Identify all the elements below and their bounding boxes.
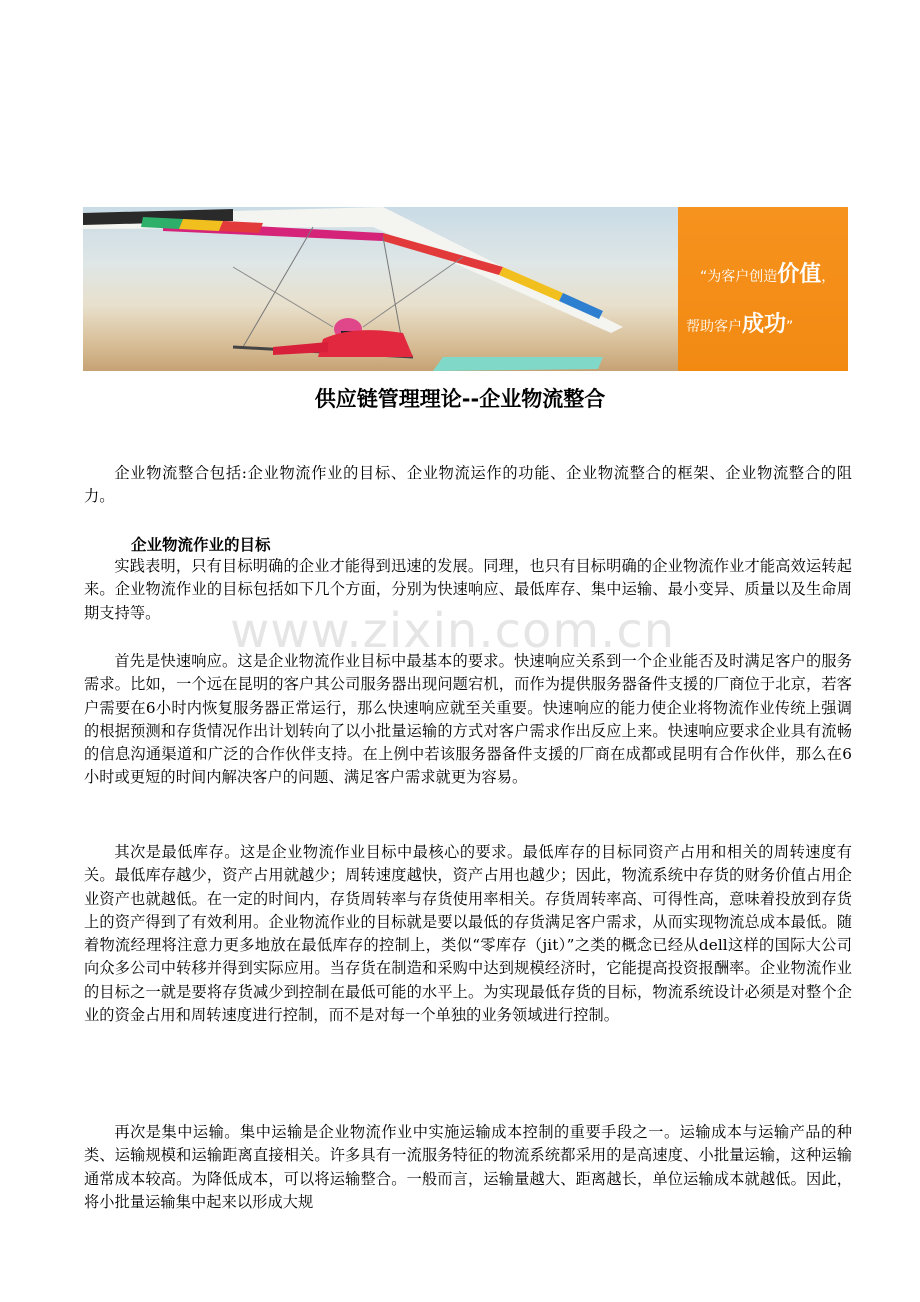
hang-glider-photo xyxy=(83,207,678,371)
paragraph-3: 其次是最低库存。这是企业物流作业目标中最核心的要求。最低库存的目标同资产占用和相关的周转速度有关。最低库存越少，资产占用就越少；周转速度越快，资产占用也越少；因此，物流系统中存货的财务价值占用企业资产也就越低。在一定的时间内，存货周转率与存货使用率相关。存货周转率高、可得性高，意味着投放到存货上的资产得到了有效利用。企业物流作业的目标就是要以最低的存货满足客户需求，从而实现物流总成本最低。随着物流经理将注意力更多地放在最低库存的控制上，类似“零库存（jit）”之类的概念已经从dell这样的国际大公司向众多公司中转移并得到实际应用。当存货在制造和采购中达到规模经济时，它能提高投资报酬率。企业物流作业的目标之一就是要将存货减少到控制在最低可能的水平上。为实现最低存货的目标，物流系统设计必须是对整个企业的资金占用和周转速度进行控制，而不是对每一个单独的业务领域进行控制。 xyxy=(84,843,852,1025)
paragraph-1: 实践表明，只有目标明确的企业才能得到迅速的发展。同理，也只有目标明确的企业物流作业才能高效运转起来。企业物流作业的目标包括如下几个方面，分别为快速响应、最低库存、集中运输、最小变异、质量以及生命周期支持等。 xyxy=(84,557,852,622)
watermark: www.zixin.com.cn xyxy=(230,603,676,659)
intro-paragraph: 企业物流整合包括:企业物流作业的目标、企业物流运作的功能、企业物流整合的框架、企业物流整合的阻力。 xyxy=(84,464,852,506)
slogan-panel xyxy=(678,207,848,371)
slogan-line-2: 帮助客户成功” xyxy=(686,312,794,337)
section-heading: 企业物流作业的目标 xyxy=(131,536,271,554)
paragraph-2: 首先是快速响应。这是企业物流作业目标中最基本的要求。快速响应关系到一个企业能否及时满足客户的服务需求。比如，一个远在昆明的客户其公司服务器出现问题宕机，而作为提供服务器备件支援的厂商位于北京，若客户需要在6小时内恢复服务器正常运行，那么快速响应就至关重要。快速响应的能力使企业将物流作业传统上强调的根据预测和存货情况作出计划转向了以小批量运输的方式对客户需求作出反应上来。快速响应要求企业具有流畅的信息沟通渠道和广泛的合作伙伴支持。在上例中若该服务器备件支援的厂商在成都或昆明有合作伙伴，那么在6小时或更短的时间内解决客户的问题、满足客户需求就更为容易。 xyxy=(84,652,852,787)
page-title: 供应链管理理论--企业物流整合 xyxy=(314,387,606,411)
slogan-line-1: “为客户创造价值， xyxy=(700,262,836,287)
paragraph-4: 再次是集中运输。集中运输是企业物流作业中实施运输成本控制的重要手段之一。运输成本与运输产品的种类、运输规模和运输距离直接相关。许多具有一流服务特征的物流系统都采用的是高速度、小批量运输，这种运输通常成本较高。为降低成本，可以将运输整合。一般而言，运输量越大、距离越长，单位运输成本就越低。因此，将小批量运输集中起来以形成大规 xyxy=(84,1123,852,1211)
header-banner xyxy=(83,207,848,371)
hang-glider-illustration xyxy=(83,207,678,371)
